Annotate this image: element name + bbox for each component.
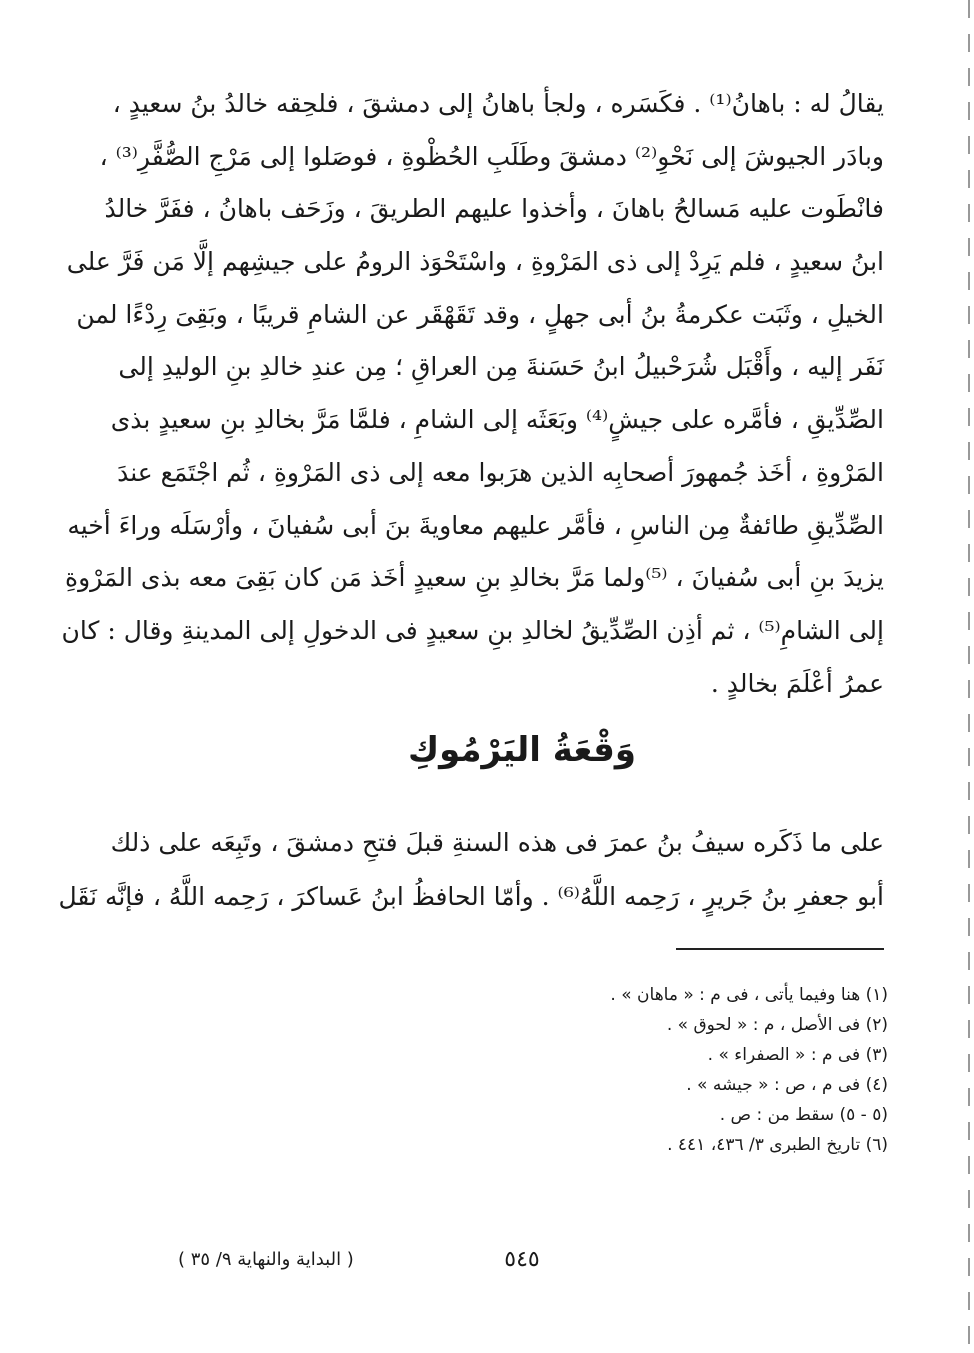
text-line: ابنُ سعيدٍ ، فلم يَرِدْ إلى ذى المَرْوةِ ، واسْتَحْوَذ الرومُ على جيشِهم إلَّا مَن فَرَّ على [66,247,884,277]
footnote-item: (١) هنا وفيما يأتى ، فى م : « ماهان » . [610,985,888,1005]
text-line: فانْطَوت عليه مَسالحُ باهانَ ، وأخذوا عليهم الطريقَ ، وزَحَف باهانُ ، ففَرَّ خالدُ [104,194,884,224]
text-line: وبادَر الجيوشَ إلى نَحْوِ⁽²⁾ دمشقَ وطَلَبِ الحُظْوةِ ، فوصَلوا إلى مَرْجِ الصُّفَّرِ⁽³⁾ ، [99,141,884,171]
text-line: نَفَر إليه ، وأَقْبَل شُرَحْبيلُ ابنُ حَسَنةَ مِن العراقِ ؛ مِن عندِ خالدِ بنِ الوليدِ إلى [118,352,884,382]
text-line: إلى الشامِ⁽⁵⁾ ، ثم أذِن الصِّدِّيقُ لخالدِ بنِ سعيدٍ فى الدخولِ إلى المدينةِ وقال : كان [61,615,884,645]
footnote-item: (٣) فى م : « الصفراء » . [707,1045,888,1065]
text-line: المَرْوةِ ، أخَذ جُمهورَ أصحابِه الذين هرَبوا معه إلى ذى المَرْوةِ ، ثُم اجْتَمَع عندَ [117,457,884,487]
binding-edge-marks [968,0,970,1353]
text-line: الصِّدِّيقِ ، فأمَّره على جيشٍ⁽⁴⁾ وبَعَثَه إلى الشامِ ، فلمَّا مَرَّ بخالدِ بنِ سعيدٍ بذى [110,405,884,435]
text-line: أبو جعفرِ بنُ جَريرٍ ، رَحِمه اللَّهُ⁽⁶⁾ . وأمّا الحافظُ ابنُ عَساكرَ ، رَحِمه اللَّهُ ، فإنَّه نَقَل [58,882,884,911]
footnote-item: (٦) تاريخ الطبرى ٣/ ٤٣٦، ٤٤١ . [667,1135,888,1155]
intro-paragraph [58,816,884,924]
text-line: الخيلِ ، وثَبَت عكرمةُ بنُ أبى جهلٍ ، وقد تَقَهْقَر عن الشامِ قريبًا ، وبَقِىَ رِدْءًا لمن [76,299,884,329]
book-reference: ( البداية والنهاية ٩/ ٣٥ ) [178,1249,354,1270]
main-paragraph [61,78,884,710]
text-line: الصِّدِّيقِ طائفةٌ مِن الناسِ ، فأمَّر عليهم معاويةَ بنَ أبى سُفيانَ ، وأرْسَلَه وراءَ أخيه [67,510,884,540]
text-line: يقالُ له : باهانُ⁽¹⁾ . فكَسَره ، ولجأ باهانُ إلى دمشقَ ، فلحِقه خالدُ بنُ سعيدٍ ، [112,89,884,118]
page-number: ٥٤٥ [504,1247,540,1272]
footnotes [400,980,888,1160]
page-footer [160,1240,884,1280]
text-line: على ما ذَكَره سيفُ بنُ عمرَ فى هذه السنةِ قبلَ فتحِ دمشقَ ، وتَبِعَه على ذلك [110,828,884,857]
text-line: عمرُ أعْلَمَ بخالدٍ . [710,668,884,698]
footnote-item: (٢) فى الأصل ، م : « لحوق » . [666,1015,888,1035]
footnote-item: (٤) فى م ، ص : « جيشه » . [686,1075,888,1095]
text-line: يزيدَ بنِ أبى سُفيانَ ، ⁽⁵⁾ولما مَرَّ بخالدِ بنِ سعيدٍ أخَذ مَن كان بَقِىَ معه بذى المَرْوةِ [64,563,884,593]
section-title: وَقْعَةُ اليَرْمُوكِ [407,730,637,770]
footnote-item: (٥ - ٥) سقط من : ص . [719,1105,888,1125]
footnote-divider [676,948,884,950]
